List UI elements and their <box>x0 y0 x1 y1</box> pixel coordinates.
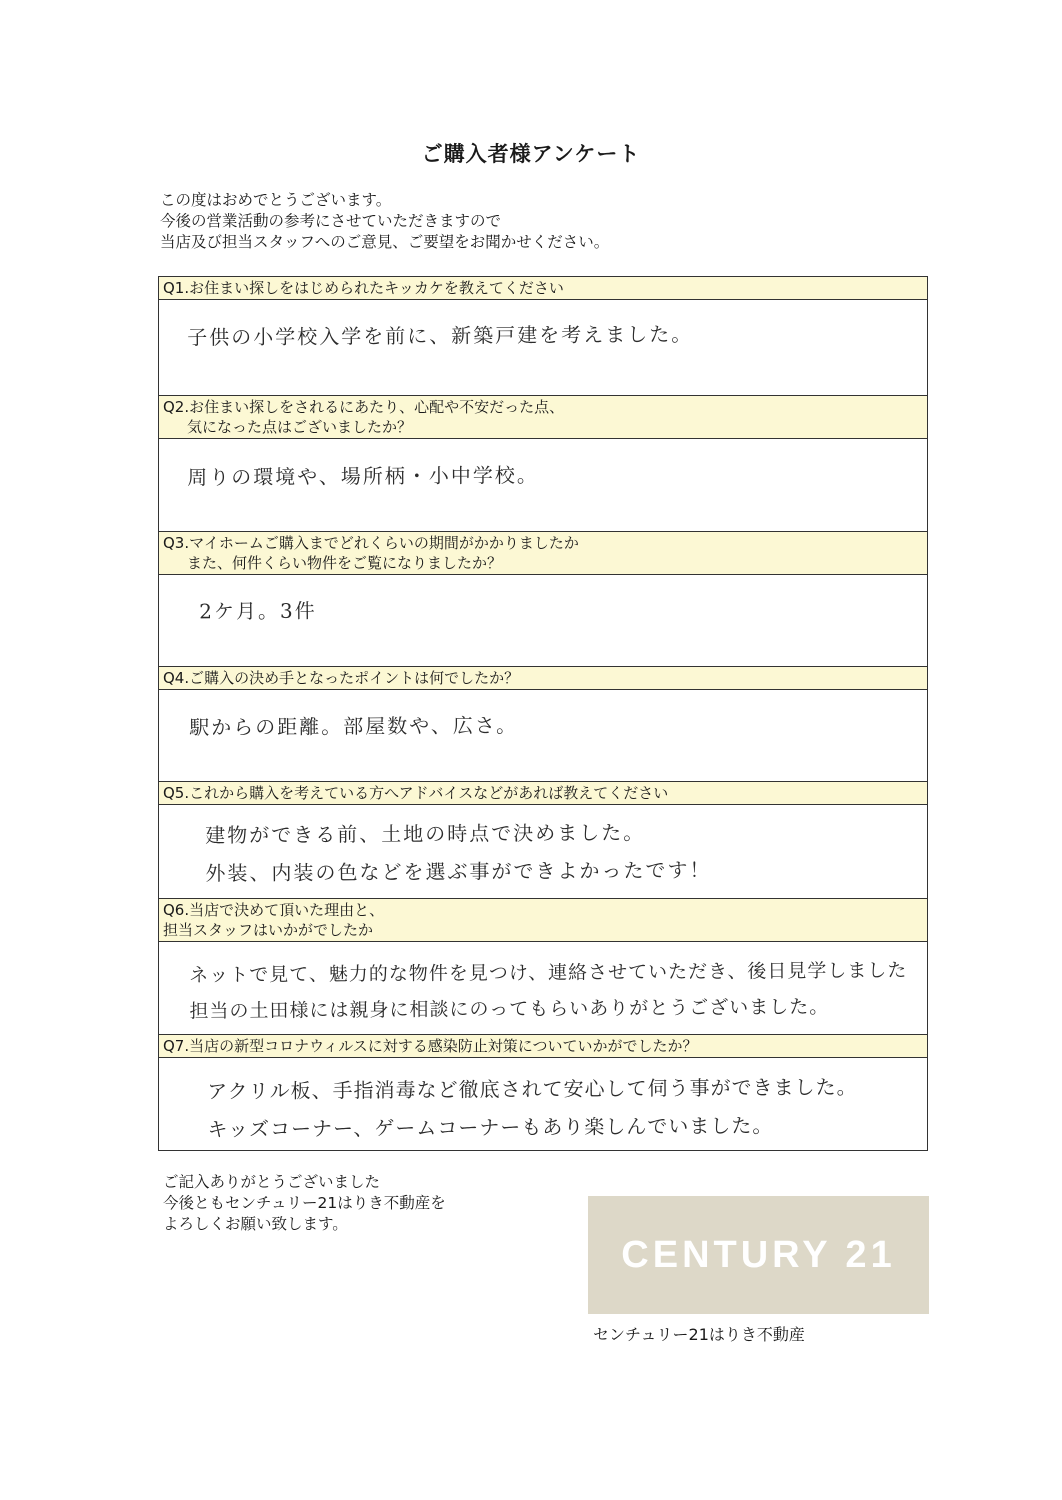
intro-text <box>160 190 609 253</box>
closing-line: 今後ともセンチュリー21はりき不動産を <box>163 1194 446 1212</box>
question-label-cont: また、何件くらい物件をご覧になりましたか？ <box>187 554 503 572</box>
answer-line: アクリル板、手指消毒など徹底されて安心して伺う事ができました。 <box>207 1074 858 1104</box>
question-header-q2 <box>159 395 927 439</box>
closing-line: ご記入ありがとうございました <box>163 1173 381 1191</box>
answer-q3 <box>159 574 927 624</box>
question-label: Q3.マイホームご購入までどれくらいの期間がかかりましたか <box>163 534 579 552</box>
answer-line: 2ケ月。3件 <box>199 598 317 624</box>
question-label-cont: 気になった点はございましたか？ <box>187 418 413 436</box>
closing-line: よろしくお願い致します。 <box>163 1215 348 1233</box>
question-header-q5 <box>159 781 927 805</box>
question-label: Q1.お住まい探しをはじめられたキッカケを教えてください <box>163 279 564 297</box>
company-name: センチュリー21はりき不動産 <box>593 1325 805 1344</box>
logo-text: CENTURY 21 <box>621 1233 896 1276</box>
closing-text <box>163 1172 446 1235</box>
intro-line: 今後の営業活動の参考にさせていただきますので <box>160 212 502 230</box>
question-label: Q5.これから購入を考えている方へアドバイスなどがあれば教えてください <box>163 784 669 802</box>
answer-line: 子供の小学校入学を前に、新築戸建を考えました。 <box>187 321 694 350</box>
answer-q6 <box>159 941 927 1023</box>
answer-line: 建物ができる前、土地の時点で決めました。 <box>205 820 646 848</box>
question-label-cont: 担当スタッフはいかがでしたか <box>163 921 374 939</box>
answer-line: 外装、内装の色などを選ぶ事ができよかったです！ <box>205 857 712 886</box>
question-header-q6 <box>159 898 927 942</box>
answer-line: 周りの環境や、場所柄・小中学校。 <box>187 463 539 490</box>
question-header-q3 <box>159 531 927 575</box>
answer-line: 駅からの距離。部屋数や、広さ。 <box>189 713 519 740</box>
answer-line: 担当の土田様には親身に相談にのってもらいありがとうございました。 <box>189 996 830 1023</box>
question-header-q7 <box>159 1034 927 1058</box>
question-label: Q7.当店の新型コロナウィルスに対する感染防止対策についていかがでしたか？ <box>163 1037 698 1055</box>
intro-line: この度はおめでとうございます。 <box>160 191 392 209</box>
question-label: Q2.お住まい探しをされるにあたり、心配や不安だった点、 <box>163 398 565 416</box>
answer-q2 <box>159 438 927 490</box>
question-label: Q6.当店で決めて頂いた理由と、 <box>163 901 385 919</box>
question-label: Q4.ご購入の決め手となったポイントは何でしたか？ <box>163 669 520 687</box>
century21-logo <box>588 1196 929 1314</box>
survey-title: ご購入者様アンケート <box>421 142 641 166</box>
survey-table <box>158 276 928 1151</box>
answer-line: キッズコーナー、ゲームコーナーもあり楽しんでいました。 <box>207 1113 774 1142</box>
question-header-q4 <box>159 666 927 690</box>
answer-line: ネットで見て、魅力的な物件を見つけ、連絡させていただき、後日見学しました <box>189 959 908 987</box>
intro-line: 当店及び担当スタッフへのご意見、ご要望をお聞かせください。 <box>160 233 610 251</box>
question-header-q1 <box>159 277 927 300</box>
